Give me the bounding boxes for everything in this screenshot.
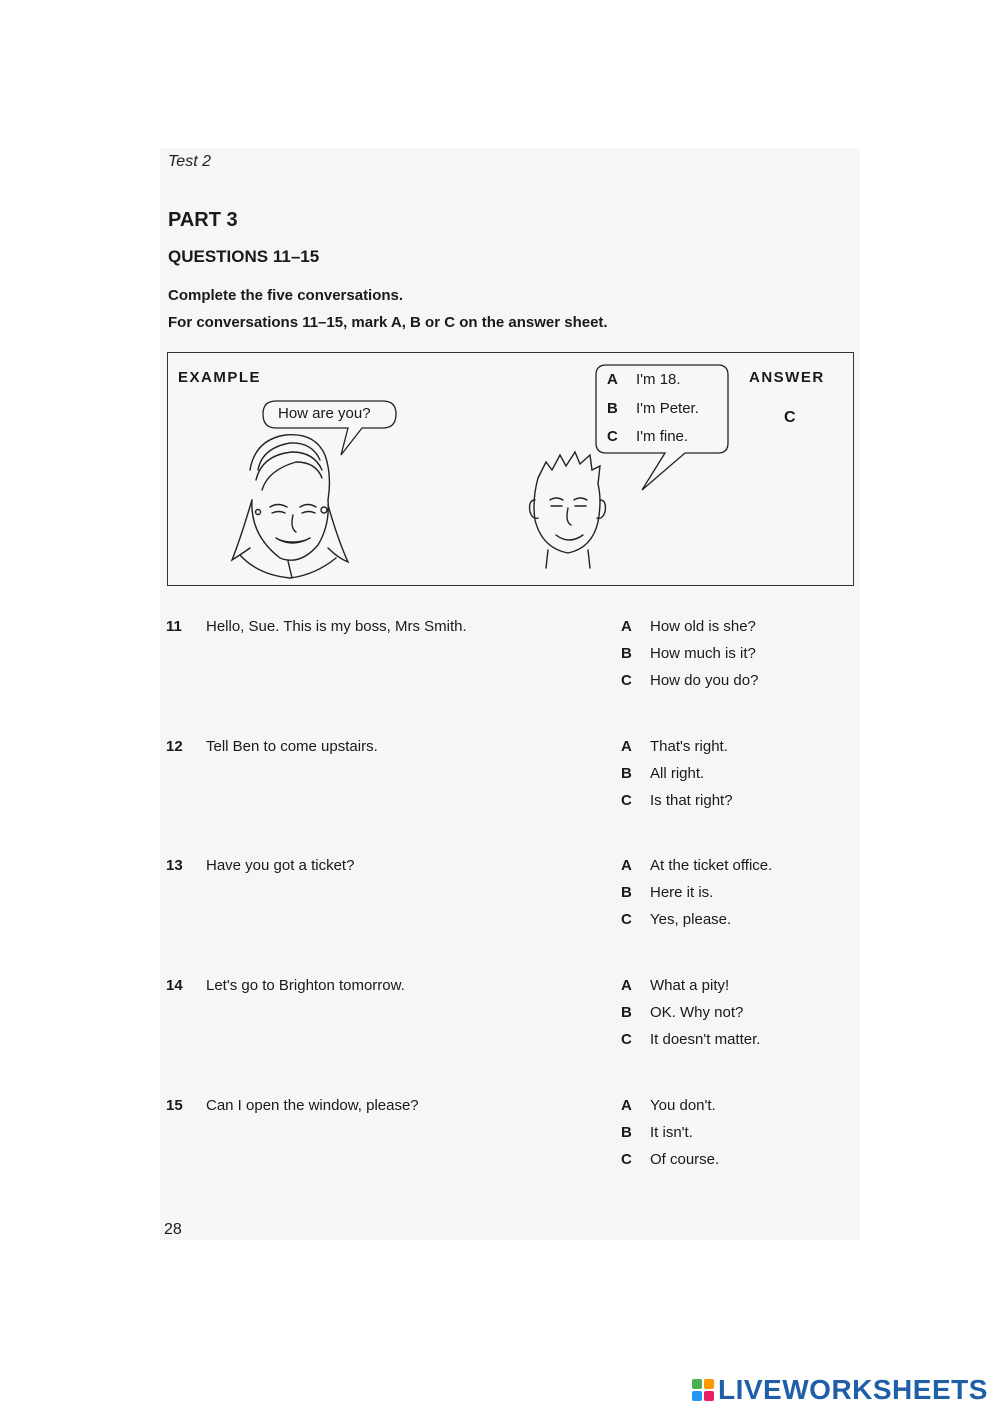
option-letter: C — [621, 792, 632, 809]
question-number: 14 — [166, 977, 183, 994]
option-text[interactable]: Here it is. — [650, 884, 714, 901]
page-number: 28 — [164, 1221, 182, 1238]
option-text[interactable]: Yes, please. — [650, 911, 732, 928]
option-letter: A — [621, 857, 632, 874]
option-text[interactable]: How much is it? — [650, 645, 756, 662]
question-number: 11 — [166, 618, 182, 635]
question-number: 15 — [166, 1097, 183, 1114]
option-text[interactable]: At the ticket office. — [650, 857, 773, 874]
instruction-2: For conversations 11–15, mark A, B or C on the answer sheet. — [168, 314, 608, 331]
option-text[interactable]: OK. Why not? — [650, 1004, 744, 1021]
option-letter: B — [621, 765, 632, 782]
example-question: How are you? — [278, 405, 371, 422]
option-text[interactable]: It isn't. — [650, 1124, 693, 1141]
test-label: Test 2 — [168, 153, 211, 170]
example-option-letter: A — [607, 371, 618, 388]
example-box — [167, 352, 854, 586]
option-text[interactable]: You don't. — [650, 1097, 716, 1114]
question-text: Have you got a ticket? — [206, 857, 355, 874]
option-text[interactable]: It doesn't matter. — [650, 1031, 761, 1048]
option-letter: C — [621, 1151, 632, 1168]
answer-value: C — [784, 409, 796, 426]
example-option-letter: C — [607, 428, 618, 445]
option-letter: C — [621, 1031, 632, 1048]
option-letter: C — [621, 911, 632, 928]
example-option-letter: B — [607, 400, 618, 417]
example-option-text: I'm 18. — [636, 371, 681, 388]
question-text: Hello, Sue. This is my boss, Mrs Smith. — [206, 618, 467, 635]
option-text[interactable]: What a pity! — [650, 977, 730, 994]
example-option-text: I'm Peter. — [636, 400, 699, 417]
brand-wordmark[interactable]: LIVEWORKSHEETS — [718, 1374, 988, 1405]
option-text[interactable]: All right. — [650, 765, 705, 782]
option-letter: A — [621, 977, 632, 994]
question-text: Let's go to Brighton tomorrow. — [206, 977, 405, 994]
page-sheet — [160, 148, 860, 1240]
option-letter: B — [621, 884, 632, 901]
part-title: PART 3 — [168, 209, 238, 231]
option-text[interactable]: How do you do? — [650, 672, 759, 689]
question-number: 13 — [166, 857, 183, 874]
questions-title: QUESTIONS 11–15 — [168, 247, 320, 266]
question-number: 12 — [166, 738, 183, 755]
option-text[interactable]: Is that right? — [650, 792, 733, 809]
option-letter: A — [621, 618, 632, 635]
question-text: Can I open the window, please? — [206, 1097, 419, 1114]
option-letter: A — [621, 738, 632, 755]
option-letter: B — [621, 1124, 632, 1141]
option-letter: C — [621, 672, 632, 689]
question-text: Tell Ben to come upstairs. — [206, 738, 378, 755]
liveworksheets-logo-icon — [692, 1379, 714, 1401]
option-letter: B — [621, 1004, 632, 1021]
answer-label: ANSWER — [749, 369, 825, 386]
option-text[interactable]: That's right. — [650, 738, 728, 755]
option-letter: B — [621, 645, 632, 662]
option-text[interactable]: Of course. — [650, 1151, 720, 1168]
option-letter: A — [621, 1097, 632, 1114]
instruction-1: Complete the five conversations. — [168, 287, 404, 304]
example-label: EXAMPLE — [178, 369, 262, 386]
option-text[interactable]: How old is she? — [650, 618, 756, 635]
example-option-text: I'm fine. — [636, 428, 689, 445]
